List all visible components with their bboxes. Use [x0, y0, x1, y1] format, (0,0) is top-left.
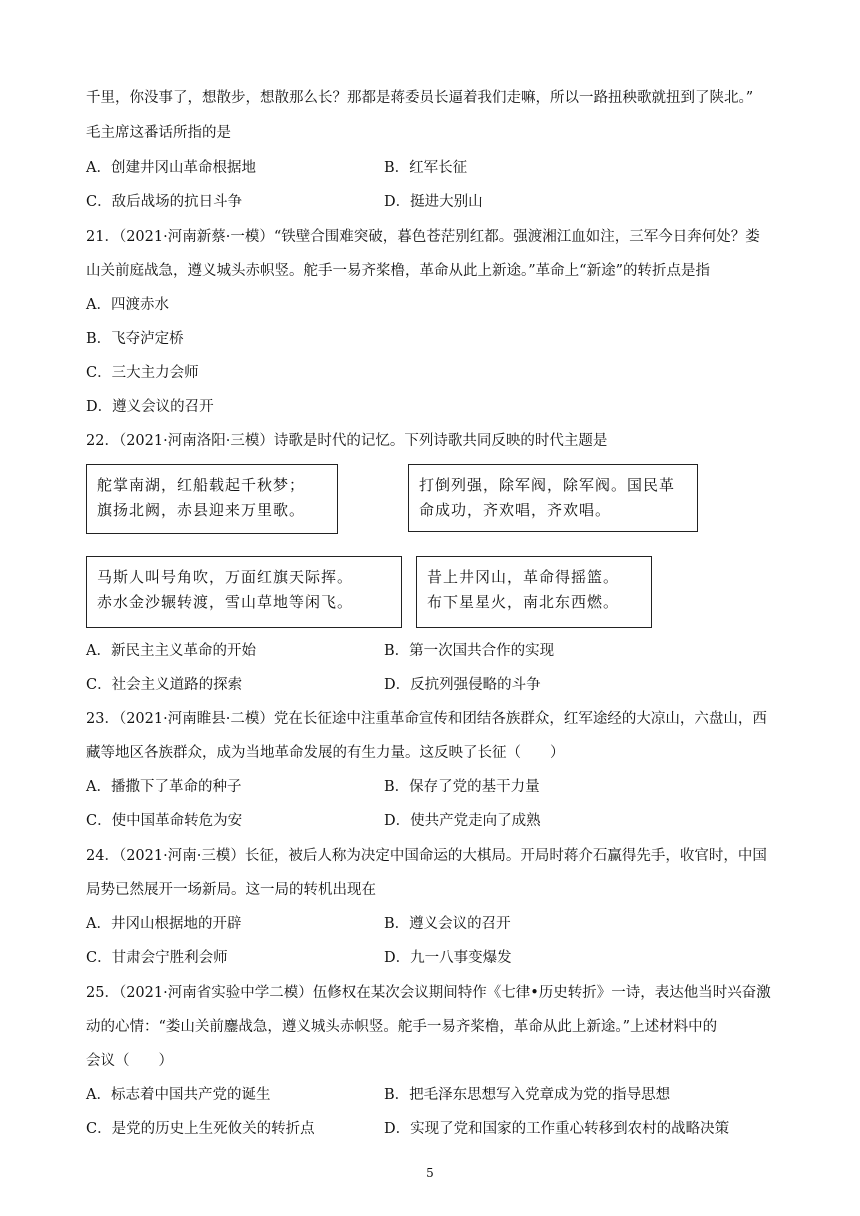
question-25-stem-line1: 25．（2021·河南省实验中学二模）伍修权在某次会议期间特作《七律•历史转折》一诗，表达他当时兴奋激 [86, 985, 771, 1001]
question-23-stem-line2: 藏等地区各族群众，成为当地革命发展的有生力量。这反映了长征（ ） [86, 745, 565, 761]
poem-box-2 [408, 464, 698, 532]
poem-2-line2: 命成功，齐欢唱，齐欢唱。 [419, 501, 612, 519]
question-20-stem-line1: 千里，你没事了，想散步，想散那么长？那都是蒋委员长逼着我们走嘛，所以一路扭秧歌就扭到了陕北。” [86, 90, 754, 106]
option-a: A．标志着中国共产党的诞生 [86, 1087, 271, 1103]
poem-1-line2: 旗扬北阙，赤县迎来万里歌。 [97, 501, 306, 519]
option-d: D．实现了党和国家的工作重心转移到农村的战略决策 [384, 1121, 730, 1137]
question-20-stem-line2: 毛主席这番话所指的是 [86, 125, 231, 141]
question-24-stem-line2: 局势已然展开一场新局。这一局的转机出现在 [86, 882, 376, 898]
question-21-stem-line1: 21．（2021·河南新蔡·一模）“铁壁合围难突破，暮色苍茫别红都。强渡湘江血如注，三军今日奔何处？娄 [86, 229, 760, 245]
option-c: C．甘肃会宁胜利会师 [86, 950, 228, 966]
option-d: D．反抗列强侵略的斗争 [384, 677, 541, 693]
poem-box-4 [416, 556, 652, 628]
option-b: B．保存了党的基干力量 [384, 779, 540, 795]
option-b: B．把毛泽东思想写入党章成为党的指导思想 [384, 1087, 671, 1103]
option-d: D．遵义会议的召开 [86, 399, 214, 415]
question-22-stem: 22．（2021·河南洛阳·三模）诗歌是时代的记忆。下列诗歌共同反映的时代主题是 [86, 433, 608, 449]
poem-box-1 [86, 464, 338, 534]
option-c: C．社会主义道路的探索 [86, 677, 243, 693]
poem-2-line1: 打倒列强，除军阀，除军阀。国民革 [419, 476, 676, 494]
option-d: D．使共产党走向了成熟 [384, 813, 541, 829]
question-25-stem-line3: 会议（ ） [86, 1053, 173, 1069]
question-25-stem-line2: 动的心情：“娄山关前鏖战急，遵义城头赤帜竖。舵手一易齐桨橹，革命从此上新途。”上述材料中的 [86, 1019, 718, 1035]
option-c: C．使中国革命转危为安 [86, 813, 243, 829]
poem-3-line2: 赤水金沙辗转渡，雪山草地等闲飞。 [97, 593, 354, 611]
question-24-stem-line1: 24．（2021·河南·三模）长征，被后人称为决定中国命运的大棋局。开局时蒋介石赢得先手，收官时，中国 [86, 848, 767, 864]
option-b: B．第一次国共合作的实现 [384, 643, 555, 659]
option-a: A．井冈山根据地的开辟 [86, 916, 242, 932]
option-b: B．飞夺泸定桥 [86, 331, 184, 347]
option-d: D．九一八事变爆发 [384, 950, 512, 966]
poem-3-line1: 马斯人叫号角吹，万面红旗天际挥。 [97, 568, 354, 586]
poem-1-line1: 舵掌南湖，红船载起千秋梦； [97, 476, 306, 494]
page-number: 5 [426, 1166, 434, 1180]
option-a: A．创建井冈山革命根据地 [86, 160, 256, 176]
poem-4-line1: 昔上井冈山，革命得摇篮。 [427, 568, 620, 586]
option-c: C．敌后战场的抗日斗争 [86, 194, 243, 210]
option-b: B．红军长征 [384, 160, 468, 176]
option-c: C．是党的历史上生死攸关的转折点 [86, 1121, 315, 1137]
option-a: A．播撒下了革命的种子 [86, 779, 242, 795]
option-a: A．四渡赤水 [86, 297, 169, 313]
option-b: B．遵义会议的召开 [384, 916, 511, 932]
poem-box-3 [86, 556, 402, 628]
question-21-stem-line2: 山关前庭战急，遵义城头赤帜竖。舵手一易齐桨橹，革命从此上新途。”革命上“新途”的转折点是指 [86, 263, 710, 279]
option-c: C．三大主力会师 [86, 365, 199, 381]
option-d: D．挺进大别山 [384, 194, 483, 210]
option-a: A．新民主主义革命的开始 [86, 643, 256, 659]
poem-4-line2: 布下星星火，南北东西燃。 [427, 593, 620, 611]
question-23-stem-line1: 23．（2021·河南睢县·二模）党在长征途中注重革命宣传和团结各族群众，红军途经的大凉山，六盘山，西 [86, 711, 767, 727]
